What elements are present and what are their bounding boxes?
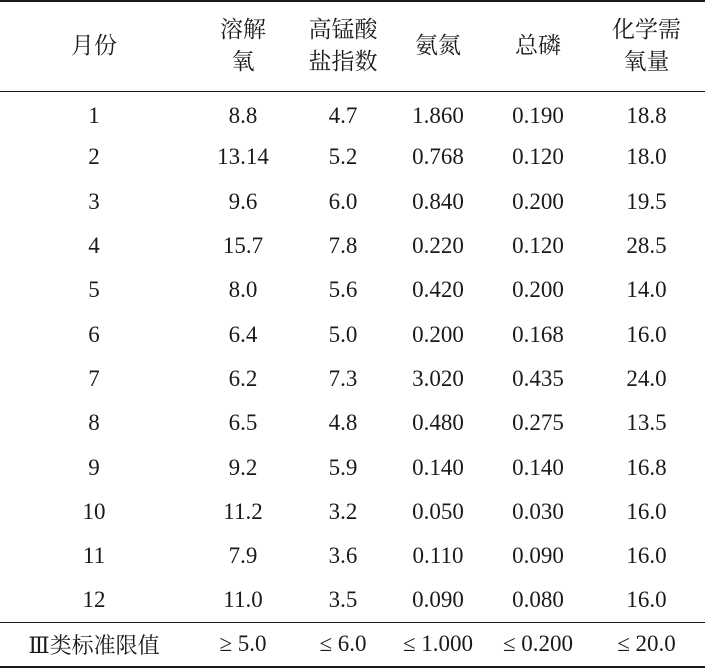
cell-cod: 18.0 <box>626 144 667 170</box>
cell-ammonia-nitrogen: 1.860 <box>412 103 464 129</box>
standard-limit-value: ≤ 1.000 <box>388 623 488 667</box>
header-cod <box>588 1 705 91</box>
standard-limit-value: ≤ 20.0 <box>588 623 705 667</box>
standard-limit-value: ≥ 5.0 <box>188 623 298 667</box>
table-row <box>0 135 705 179</box>
cell-cod: 16.0 <box>626 543 667 569</box>
cell-ammonia-nitrogen: 0.220 <box>412 233 464 259</box>
table-row <box>0 180 705 224</box>
cell-cod: 18.8 <box>626 103 667 129</box>
cell-total-phosphorus: 0.080 <box>512 587 564 613</box>
cell-total-phosphorus: 0.140 <box>512 454 564 480</box>
cell-dissolved-oxygen: 6.5 <box>228 410 258 436</box>
cell-permanganate-index: 5.0 <box>328 321 358 347</box>
cell-cod: 13.5 <box>626 410 667 436</box>
table-row <box>0 268 705 312</box>
header-line: 氧量 <box>623 49 670 76</box>
cell-total-phosphorus: 0.190 <box>512 103 564 129</box>
table-row <box>0 224 705 268</box>
cell-permanganate-index: 7.3 <box>328 365 358 391</box>
cell-permanganate-index: 4.7 <box>328 103 358 129</box>
cell-ammonia-nitrogen: 0.050 <box>412 498 464 524</box>
cell-month: 5 <box>88 277 100 303</box>
table-row <box>0 578 705 622</box>
header-line: 高锰酸 <box>308 17 378 44</box>
header-line: 月份 <box>71 33 117 60</box>
cell-ammonia-nitrogen: 3.020 <box>412 365 464 391</box>
table-row <box>0 401 705 445</box>
cell-permanganate-index: 5.9 <box>328 454 358 480</box>
table-row <box>0 91 705 135</box>
header-permanganate-index <box>298 1 388 91</box>
header-line: 盐指数 <box>308 49 378 76</box>
table-row <box>0 357 705 401</box>
cell-ammonia-nitrogen: 0.110 <box>412 543 464 569</box>
cell-total-phosphorus: 0.168 <box>512 321 564 347</box>
cell-dissolved-oxygen: 13.14 <box>217 144 269 170</box>
header-dissolved-oxygen <box>188 1 298 91</box>
cell-total-phosphorus: 0.090 <box>512 543 564 569</box>
cell-cod: 16.0 <box>626 587 667 613</box>
cell-dissolved-oxygen: 8.8 <box>228 103 258 129</box>
cell-ammonia-nitrogen: 0.090 <box>412 587 464 613</box>
cell-cod: 19.5 <box>626 188 667 214</box>
header-month <box>0 1 188 91</box>
header-line: 氧 <box>231 49 255 76</box>
cell-dissolved-oxygen: 8.0 <box>228 277 258 303</box>
standard-limit-label: Ⅲ类标准限值 <box>0 623 188 667</box>
cell-permanganate-index: 5.6 <box>328 277 358 303</box>
header-line: 氨氮 <box>415 33 461 60</box>
cell-total-phosphorus: 0.030 <box>512 498 564 524</box>
header-line: 总磷 <box>515 33 561 60</box>
table-body <box>0 91 705 667</box>
cell-cod: 16.8 <box>626 454 667 480</box>
cell-month: 9 <box>88 454 100 480</box>
cell-ammonia-nitrogen: 0.200 <box>412 321 464 347</box>
cell-cod: 16.0 <box>626 321 667 347</box>
cell-dissolved-oxygen: 6.2 <box>228 365 258 391</box>
cell-total-phosphorus: 0.200 <box>512 188 564 214</box>
cell-permanganate-index: 3.2 <box>328 498 358 524</box>
cell-month: 10 <box>82 498 106 524</box>
cell-dissolved-oxygen: 7.9 <box>228 543 258 569</box>
cell-permanganate-index: 3.5 <box>328 587 358 613</box>
cell-total-phosphorus: 0.275 <box>512 410 564 436</box>
cell-month: 6 <box>88 321 100 347</box>
cell-permanganate-index: 7.8 <box>328 233 358 259</box>
cell-permanganate-index: 4.8 <box>328 410 358 436</box>
cell-cod: 16.0 <box>626 498 667 524</box>
standard-limit-value: ≤ 6.0 <box>298 623 388 667</box>
cell-ammonia-nitrogen: 0.768 <box>412 144 464 170</box>
cell-month: 12 <box>82 587 106 613</box>
cell-cod: 14.0 <box>626 277 667 303</box>
table-row <box>0 490 705 534</box>
cell-total-phosphorus: 0.120 <box>512 233 564 259</box>
cell-month: 2 <box>88 144 100 170</box>
cell-permanganate-index: 5.2 <box>328 144 358 170</box>
cell-cod: 24.0 <box>626 365 667 391</box>
table-row <box>0 312 705 356</box>
cell-dissolved-oxygen: 9.6 <box>228 188 258 214</box>
cell-month: 11 <box>82 543 106 569</box>
cell-dissolved-oxygen: 11.2 <box>223 498 263 524</box>
cell-month: 7 <box>88 365 100 391</box>
cell-month: 8 <box>88 410 100 436</box>
table-header-row <box>0 1 705 91</box>
standard-limit-value: ≤ 0.200 <box>488 623 588 667</box>
cell-month: 3 <box>88 188 100 214</box>
cell-total-phosphorus: 0.120 <box>512 144 564 170</box>
cell-ammonia-nitrogen: 0.420 <box>412 277 464 303</box>
standard-limit-row <box>0 623 705 667</box>
table-row <box>0 534 705 578</box>
cell-cod: 28.5 <box>626 233 667 259</box>
cell-dissolved-oxygen: 15.7 <box>222 233 264 259</box>
cell-total-phosphorus: 0.200 <box>512 277 564 303</box>
cell-ammonia-nitrogen: 0.480 <box>412 410 464 436</box>
cell-permanganate-index: 6.0 <box>328 188 358 214</box>
cell-ammonia-nitrogen: 0.840 <box>412 188 464 214</box>
cell-ammonia-nitrogen: 0.140 <box>412 454 464 480</box>
cell-dissolved-oxygen: 6.4 <box>228 321 258 347</box>
header-total-phosphorus <box>488 1 588 91</box>
header-ammonia-nitrogen <box>388 1 488 91</box>
cell-dissolved-oxygen: 11.0 <box>223 587 263 613</box>
cell-total-phosphorus: 0.435 <box>512 365 564 391</box>
cell-month: 4 <box>88 233 100 259</box>
cell-permanganate-index: 3.6 <box>328 543 358 569</box>
header-line: 溶解 <box>220 17 266 44</box>
cell-month: 1 <box>88 103 100 129</box>
table-row <box>0 445 705 489</box>
cell-dissolved-oxygen: 9.2 <box>228 454 258 480</box>
header-line: 化学需 <box>612 17 681 44</box>
